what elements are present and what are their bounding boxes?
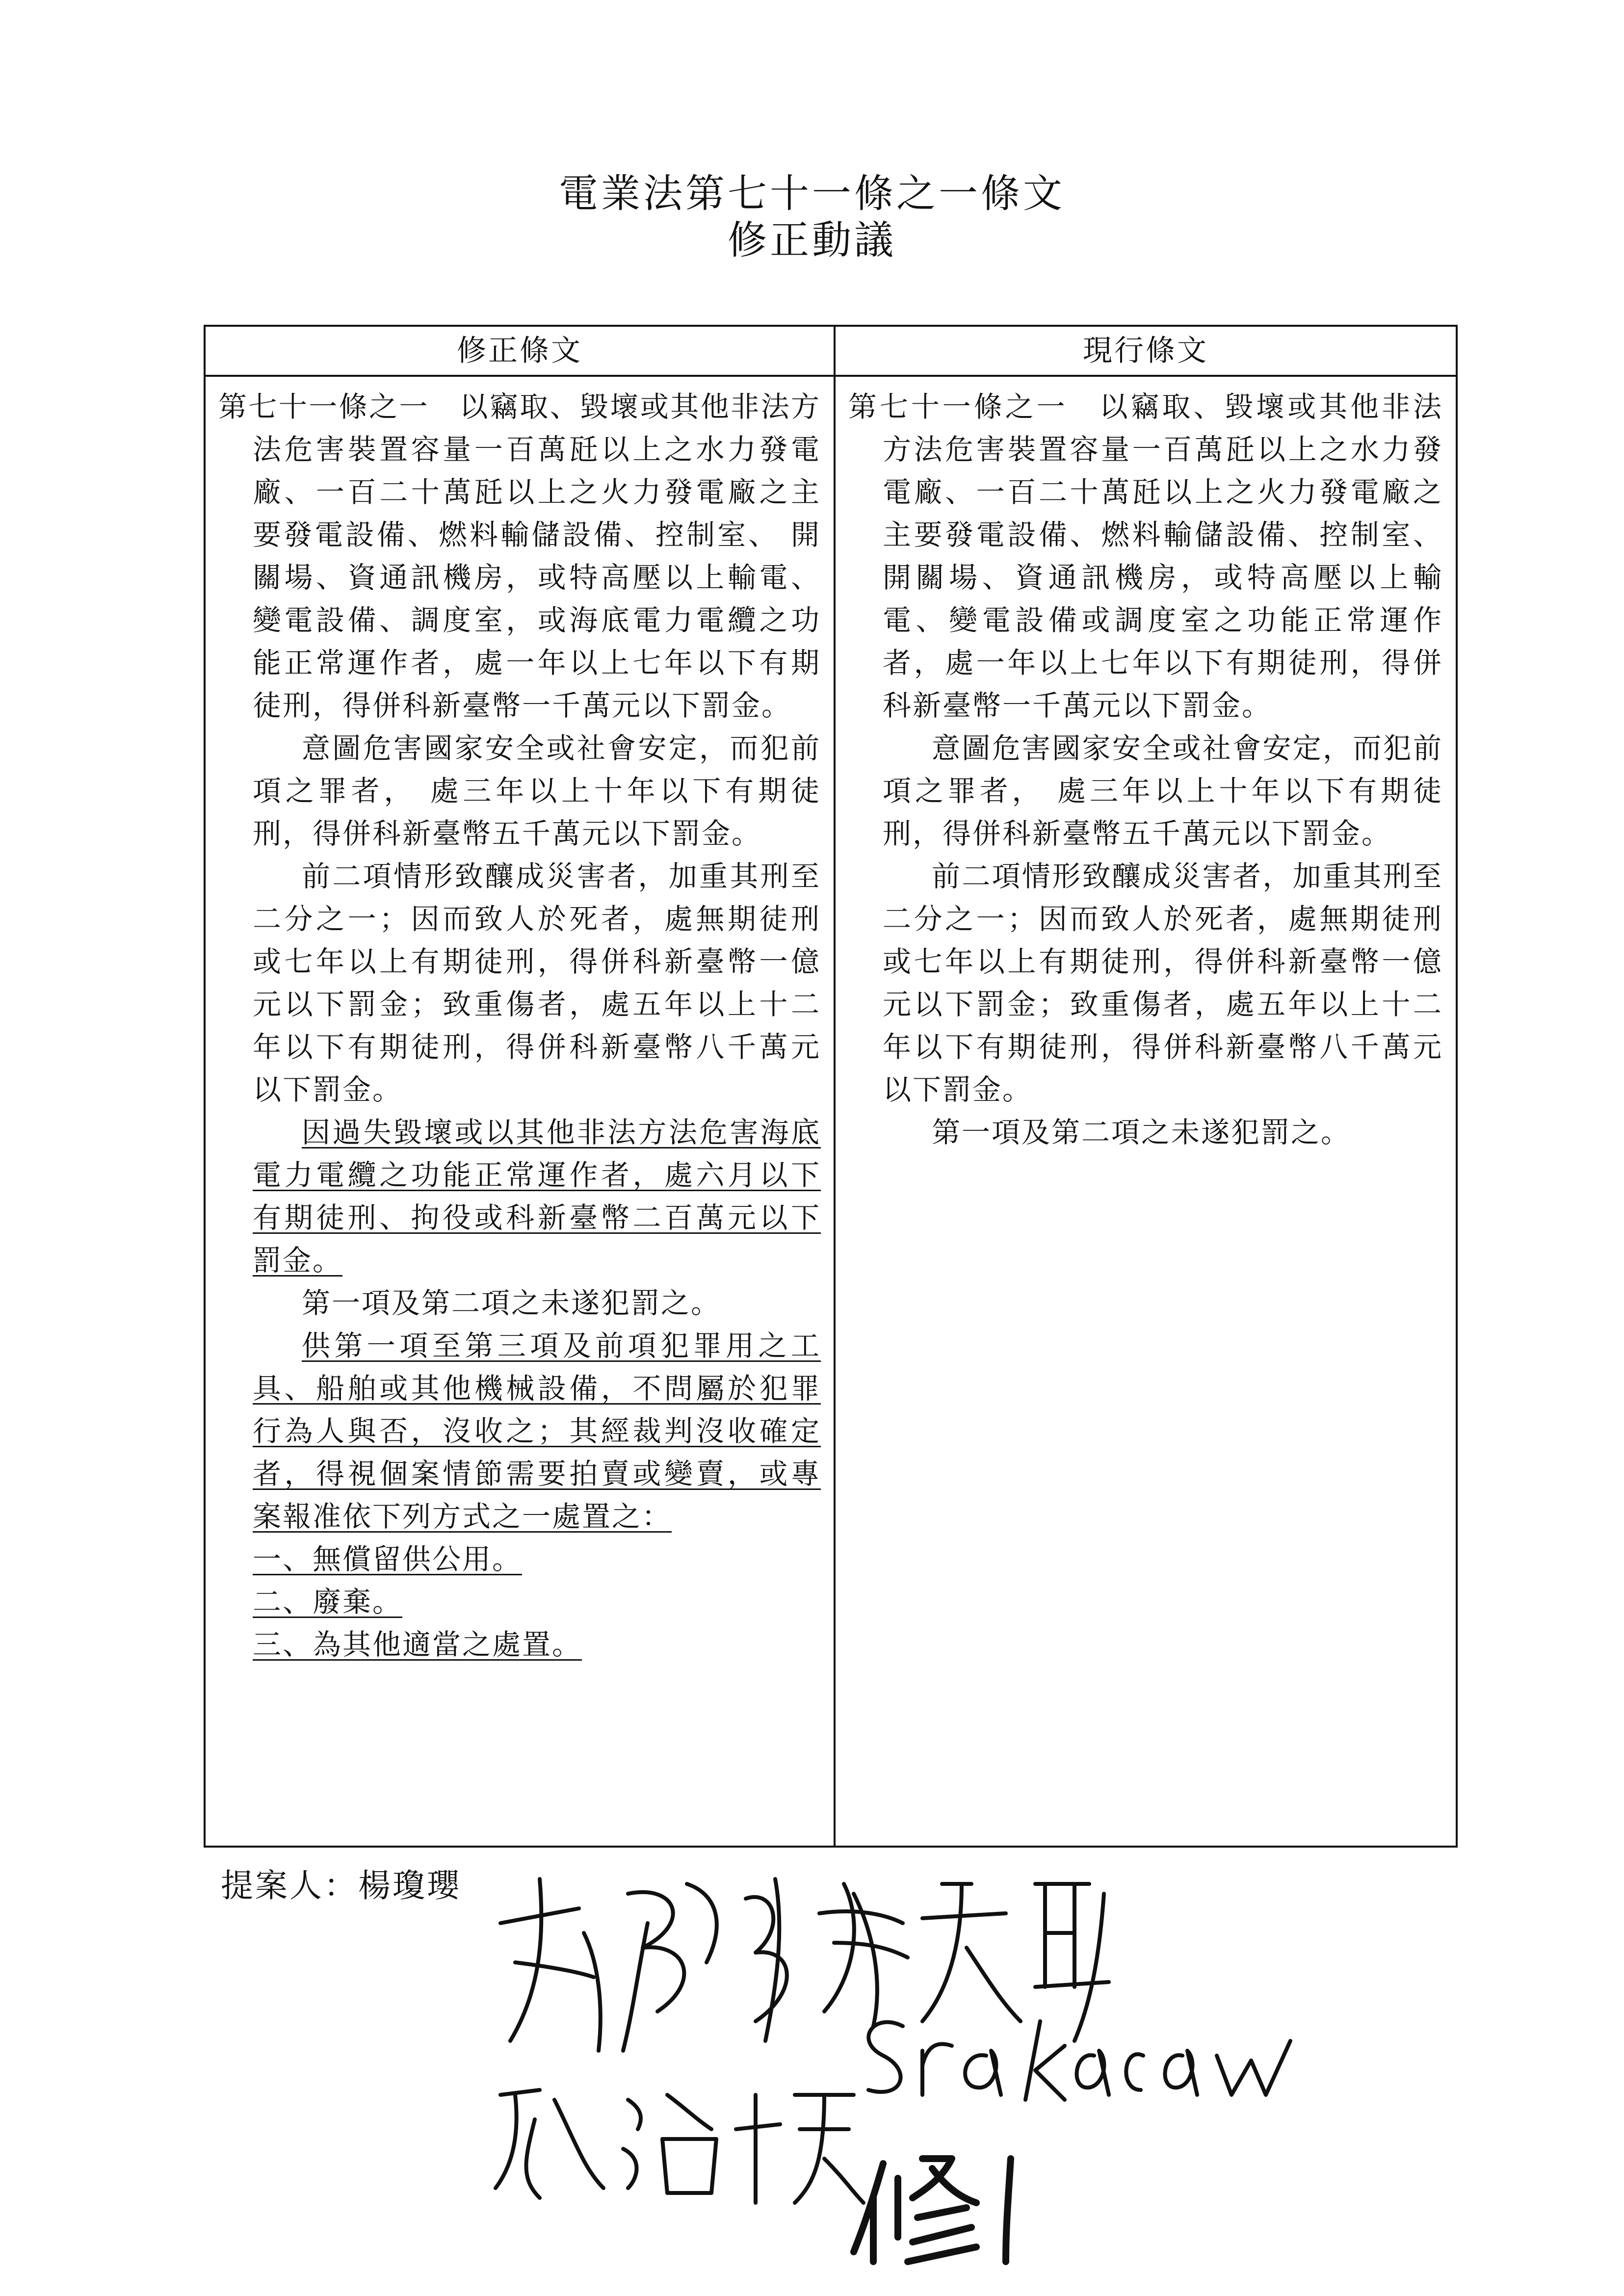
amended-column	[205, 376, 835, 1847]
proposer: 提案人：楊瓊瓔	[221, 1867, 461, 1905]
header-amended-text: 修正條文	[205, 326, 835, 376]
handwritten-signatures	[481, 1864, 1413, 2267]
amended-paragraph: 二、廢棄。	[253, 1585, 403, 1618]
amended-paragraph: 一、無償留供公用。	[253, 1542, 523, 1576]
current-column	[835, 376, 1457, 1847]
current-paragraph: 第一項及第二項之未遂犯罰之。	[932, 1116, 1351, 1149]
signature-yang	[500, 1879, 787, 2051]
amended-paragraph: 前二項情形致釀成災害者，加重其刑至二分之一；因而致人於死者，處無期徒刑或七年以上有期徒刑，得併科新臺幣一億元以下罰金；致重傷者，處五年以上十二年以下有期徒刑，得併科新臺幣八千萬元以下罰金。	[253, 860, 821, 1106]
amended-paragraph: 三、為其他適當之處置。	[253, 1628, 582, 1661]
signature-zheng	[819, 1884, 1109, 2041]
current-paragraph: 第七十一條之一 以竊取、毀壞或其他非法方法危害裝置容量一百萬瓩以上之水力發電廠、一百二十萬瓩以上之火力發電廠之主要發電設備、燃料輸儲設備、控制室、開關場、資通訊機房，或特高壓以上輸電、變電設備或調度室之功能正常運作者，處一年以上七年以下有期徒刑，得併科新臺幣一千萬元以下罰金。	[848, 390, 1443, 722]
table-body-row	[205, 376, 1457, 1847]
amended-paragraph: 第七十一條之一 以竊取、毀壞或其他非法方法危害裝置容量一百萬瓩以上之水力發電廠、一百二十萬瓩以上之火力發電廠之主要發電設備、燃料輸儲設備、控制室、 開關場、資通訊機房，或特高壓以上輸電、變電設備、調度室，或海底電力電纜之功能正常運作者，處一年以上七年以下有期徒刑，得併科新臺幣一千萬元以下罰金。	[218, 390, 821, 722]
current-paragraph: 前二項情形致釀成災害者，加重其刑至二分之一；因而致人於死者，處無期徒刑或七年以上有期徒刑，得併科新臺幣一億元以下罰金；致重傷者，處五年以上十二年以下有期徒刑，得併科新臺幣八千萬元以下罰金。	[883, 860, 1443, 1106]
table-header-row	[205, 326, 1457, 376]
document-title: 電業法第七十一條之一條文	[559, 171, 1065, 216]
amended-paragraph: 第一項及第二項之未遂犯罰之。	[302, 1286, 721, 1320]
header-current-text: 現行條文	[835, 326, 1457, 376]
amended-paragraph: 因過失毀壞或以其他非法方法危害海底電力電纜之功能正常運作者，處六月以下有期徒刑、拘役或科新臺幣二百萬元以下罰金。	[253, 1116, 821, 1277]
comparison-table	[204, 325, 1458, 1848]
current-paragraph: 意圖危害國家安全或社會安定，而犯前項之罪者， 處三年以上十年以下有期徒刑，得併科新臺幣五千萬元以下罰金。	[883, 731, 1443, 850]
amended-paragraph: 意圖危害國家安全或社會安定，而犯前項之罪者， 處三年以上十年以下有期徒刑，得併科新臺幣五千萬元以下罰金。	[253, 731, 821, 850]
amended-paragraph: 供第一項至第三項及前項犯罪用之工具、船舶或其他機械設備，不問屬於犯罪 行為人與否，沒收之；其經裁判沒收確定者，得視個案情節需要拍賣或變賣，或專案報准依下列方式之一處置之：	[253, 1329, 821, 1533]
signature-zhang	[496, 2090, 864, 2203]
signature-mark-xiu1	[854, 2159, 1011, 2262]
document-subtitle: 修正動議	[728, 217, 896, 263]
